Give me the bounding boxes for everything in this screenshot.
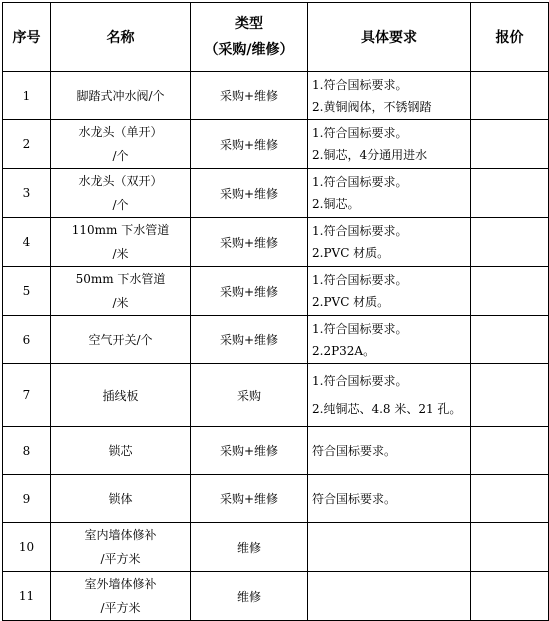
row-number: 6 <box>3 316 51 364</box>
header-type-line2: （采购/维修） <box>204 42 294 58</box>
item-name <box>51 169 191 218</box>
item-name <box>51 72 191 120</box>
quote-table <box>2 2 549 621</box>
item-requirements <box>308 169 471 218</box>
table-row <box>3 316 549 364</box>
header-requirements: 具体要求 <box>308 3 471 72</box>
requirement-line: 1.符合国标要求。 <box>312 224 408 238</box>
requirement-line: 2.黄铜阀体，不锈钢踏 <box>312 99 432 114</box>
row-number: 9 <box>3 475 51 523</box>
row-number: 4 <box>3 218 51 267</box>
table-row <box>3 120 549 169</box>
price-cell <box>471 572 549 621</box>
item-type: 维修 <box>191 523 308 572</box>
requirement-line: 1.符合国标要求。 <box>312 374 408 388</box>
row-number: 2 <box>3 120 51 169</box>
item-type: 采购+维修 <box>191 267 308 316</box>
requirement-line: 2.纯铜芯、4.8 米、21 孔。 <box>312 402 462 416</box>
table-row <box>3 475 549 523</box>
item-name-line: 锁芯 <box>108 444 133 458</box>
item-requirements <box>308 364 471 427</box>
row-number: 11 <box>3 572 51 621</box>
item-name <box>51 120 191 169</box>
item-type: 采购+维修 <box>191 169 308 218</box>
requirement-line: 符合国标要求。 <box>312 491 397 506</box>
table-row <box>3 169 549 218</box>
requirement-line: 1.符合国标要求。 <box>312 321 408 336</box>
item-type: 维修 <box>191 572 308 621</box>
item-requirements <box>308 120 471 169</box>
price-cell <box>471 120 549 169</box>
requirement-line: 1.符合国标要求。 <box>312 77 408 92</box>
item-name <box>51 523 191 572</box>
row-number: 1 <box>3 72 51 120</box>
item-name-line: 水龙头（双开） <box>78 174 163 188</box>
header-type <box>191 3 308 72</box>
item-requirements <box>308 427 471 475</box>
row-number: 8 <box>3 427 51 475</box>
item-name <box>51 572 191 621</box>
item-name <box>51 218 191 267</box>
item-name-line: 插线板 <box>102 388 139 403</box>
item-requirements <box>308 316 471 364</box>
item-requirements <box>308 475 471 523</box>
item-name <box>51 427 191 475</box>
table-row <box>3 572 549 621</box>
item-name-line: /个 <box>112 149 129 163</box>
row-number: 7 <box>3 364 51 427</box>
requirement-line: 2.PVC 材质。 <box>312 295 390 309</box>
item-requirements <box>308 523 471 572</box>
item-name-line: 锁体 <box>108 492 133 506</box>
header-name: 名称 <box>51 3 191 72</box>
price-cell <box>471 169 549 218</box>
item-requirements <box>308 218 471 267</box>
price-cell <box>471 427 549 475</box>
table-row <box>3 364 549 427</box>
price-cell <box>471 316 549 364</box>
item-name <box>51 316 191 364</box>
price-cell <box>471 218 549 267</box>
item-name <box>51 267 191 316</box>
item-requirements <box>308 572 471 621</box>
table-row <box>3 218 549 267</box>
item-name-line: 空气开关/个 <box>88 333 153 347</box>
header-price: 报价 <box>471 3 549 72</box>
item-type: 采购+维修 <box>191 120 308 169</box>
table-row <box>3 72 549 120</box>
item-type: 采购+维修 <box>191 475 308 523</box>
item-requirements <box>308 267 471 316</box>
item-name <box>51 364 191 427</box>
row-number: 5 <box>3 267 51 316</box>
requirement-line: 2.2P32A。 <box>312 343 376 358</box>
requirement-line: 2.PVC 材质。 <box>312 246 390 260</box>
row-number: 10 <box>3 523 51 572</box>
requirement-line: 符合国标要求。 <box>312 443 397 458</box>
item-type: 采购+维修 <box>191 72 308 120</box>
item-name-line: /米 <box>112 296 129 310</box>
item-name-line: /个 <box>112 198 129 212</box>
item-name-line: /米 <box>112 247 129 261</box>
price-cell <box>471 267 549 316</box>
item-requirements <box>308 72 471 120</box>
header-row <box>3 3 549 72</box>
item-type: 采购+维修 <box>191 218 308 267</box>
item-name-line: 水龙头（单开） <box>78 125 163 139</box>
requirement-line: 2.铜芯。 <box>312 197 360 211</box>
header-type-line1: 类型 <box>235 16 263 32</box>
table-row <box>3 523 549 572</box>
item-name-line: 脚踏式冲水阀/个 <box>76 89 165 103</box>
item-name-line: /平方米 <box>100 552 141 566</box>
item-name-line: 室内墙体修补 <box>84 528 157 542</box>
item-type: 采购+维修 <box>191 427 308 475</box>
table-row <box>3 267 549 316</box>
item-name-line: 50mm 下水管道 <box>75 272 166 286</box>
item-name-line: /平方米 <box>100 601 141 615</box>
requirement-line: 1.符合国标要求。 <box>312 273 408 287</box>
item-name-line: 室外墙体修补 <box>84 577 157 591</box>
requirement-line: 2.铜芯，4分通用进水 <box>312 148 428 162</box>
item-name <box>51 475 191 523</box>
item-name-line: 110mm 下水管道 <box>71 223 170 237</box>
requirement-line: 1.符合国标要求。 <box>312 126 408 140</box>
header-index: 序号 <box>3 3 51 72</box>
row-number: 3 <box>3 169 51 218</box>
requirement-line: 1.符合国标要求。 <box>312 175 408 189</box>
item-type: 采购 <box>191 364 308 427</box>
price-cell <box>471 475 549 523</box>
table-row <box>3 427 549 475</box>
price-cell <box>471 523 549 572</box>
price-cell <box>471 72 549 120</box>
price-cell <box>471 364 549 427</box>
item-type: 采购+维修 <box>191 316 308 364</box>
